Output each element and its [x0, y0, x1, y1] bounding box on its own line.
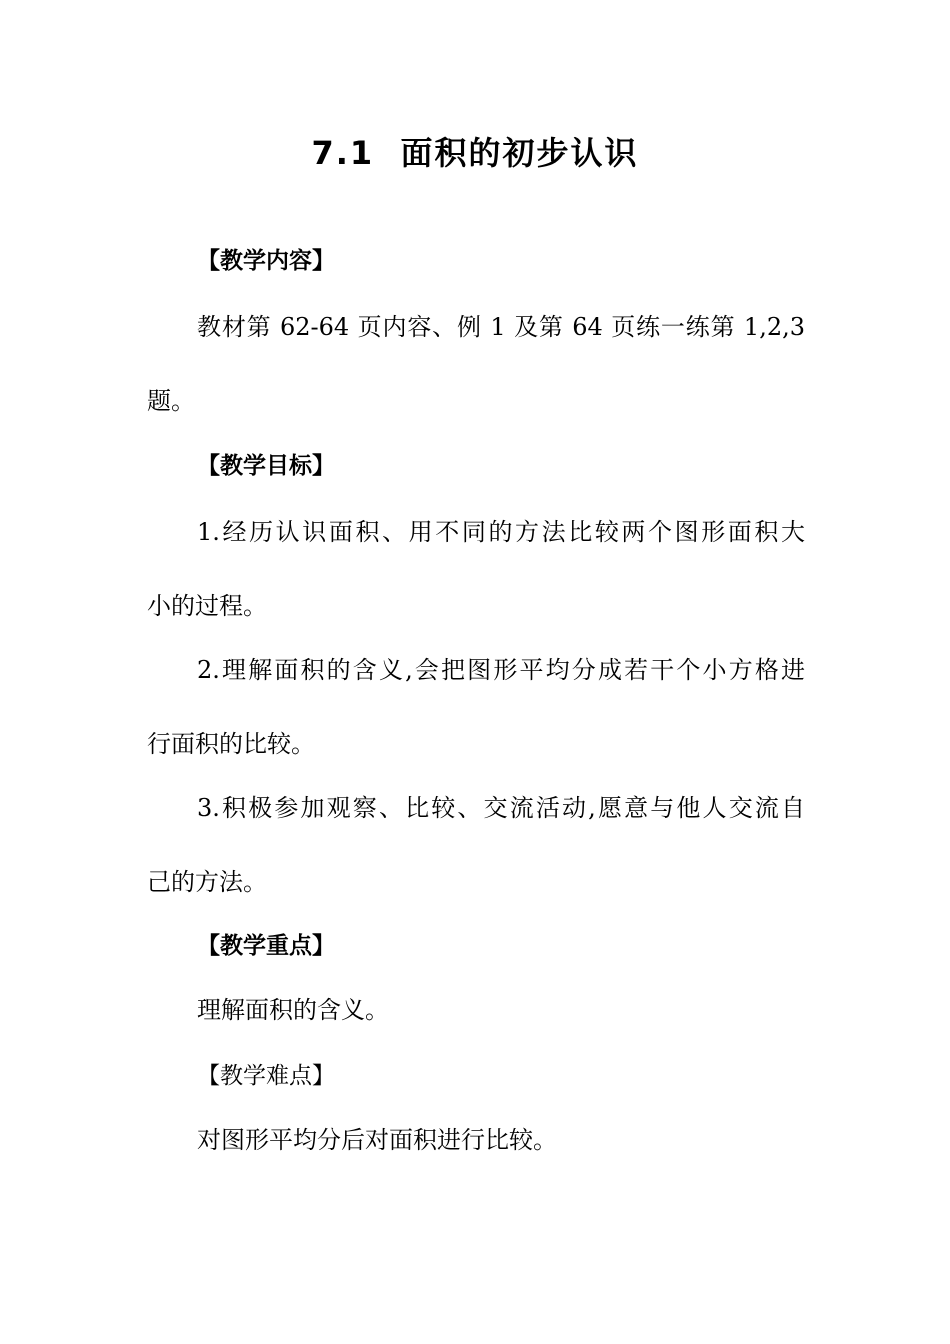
paragraph-line: 1.经历认识面积、用不同的方法比较两个图形面积大 [197, 518, 805, 546]
section-heading-objectives: 【教学目标】 [197, 453, 335, 479]
paragraph-line: 己的方法。 [147, 868, 267, 896]
page-title: 7.1 面积的初步认识 [311, 134, 639, 172]
section-heading-difficulties: 【教学难点】 [197, 1063, 335, 1089]
paragraph-line: 行面积的比较。 [147, 730, 315, 758]
section-heading-content: 【教学内容】 [197, 248, 335, 274]
paragraph-line: 理解面积的含义。 [197, 996, 389, 1024]
section-heading-key-points: 【教学重点】 [197, 933, 335, 959]
paragraph-line: 小的过程。 [147, 592, 267, 620]
paragraph-line: 3.积极参加观察、比较、交流活动,愿意与他人交流自 [197, 794, 805, 822]
paragraph-line: 教材第 62-64 页内容、例 1 及第 64 页练一练第 1,2,3 [197, 313, 805, 341]
paragraph-line: 对图形平均分后对面积进行比较。 [197, 1126, 557, 1154]
paragraph-line: 2.理解面积的含义,会把图形平均分成若干个小方格进 [197, 656, 805, 684]
paragraph-line: 题。 [147, 387, 195, 415]
